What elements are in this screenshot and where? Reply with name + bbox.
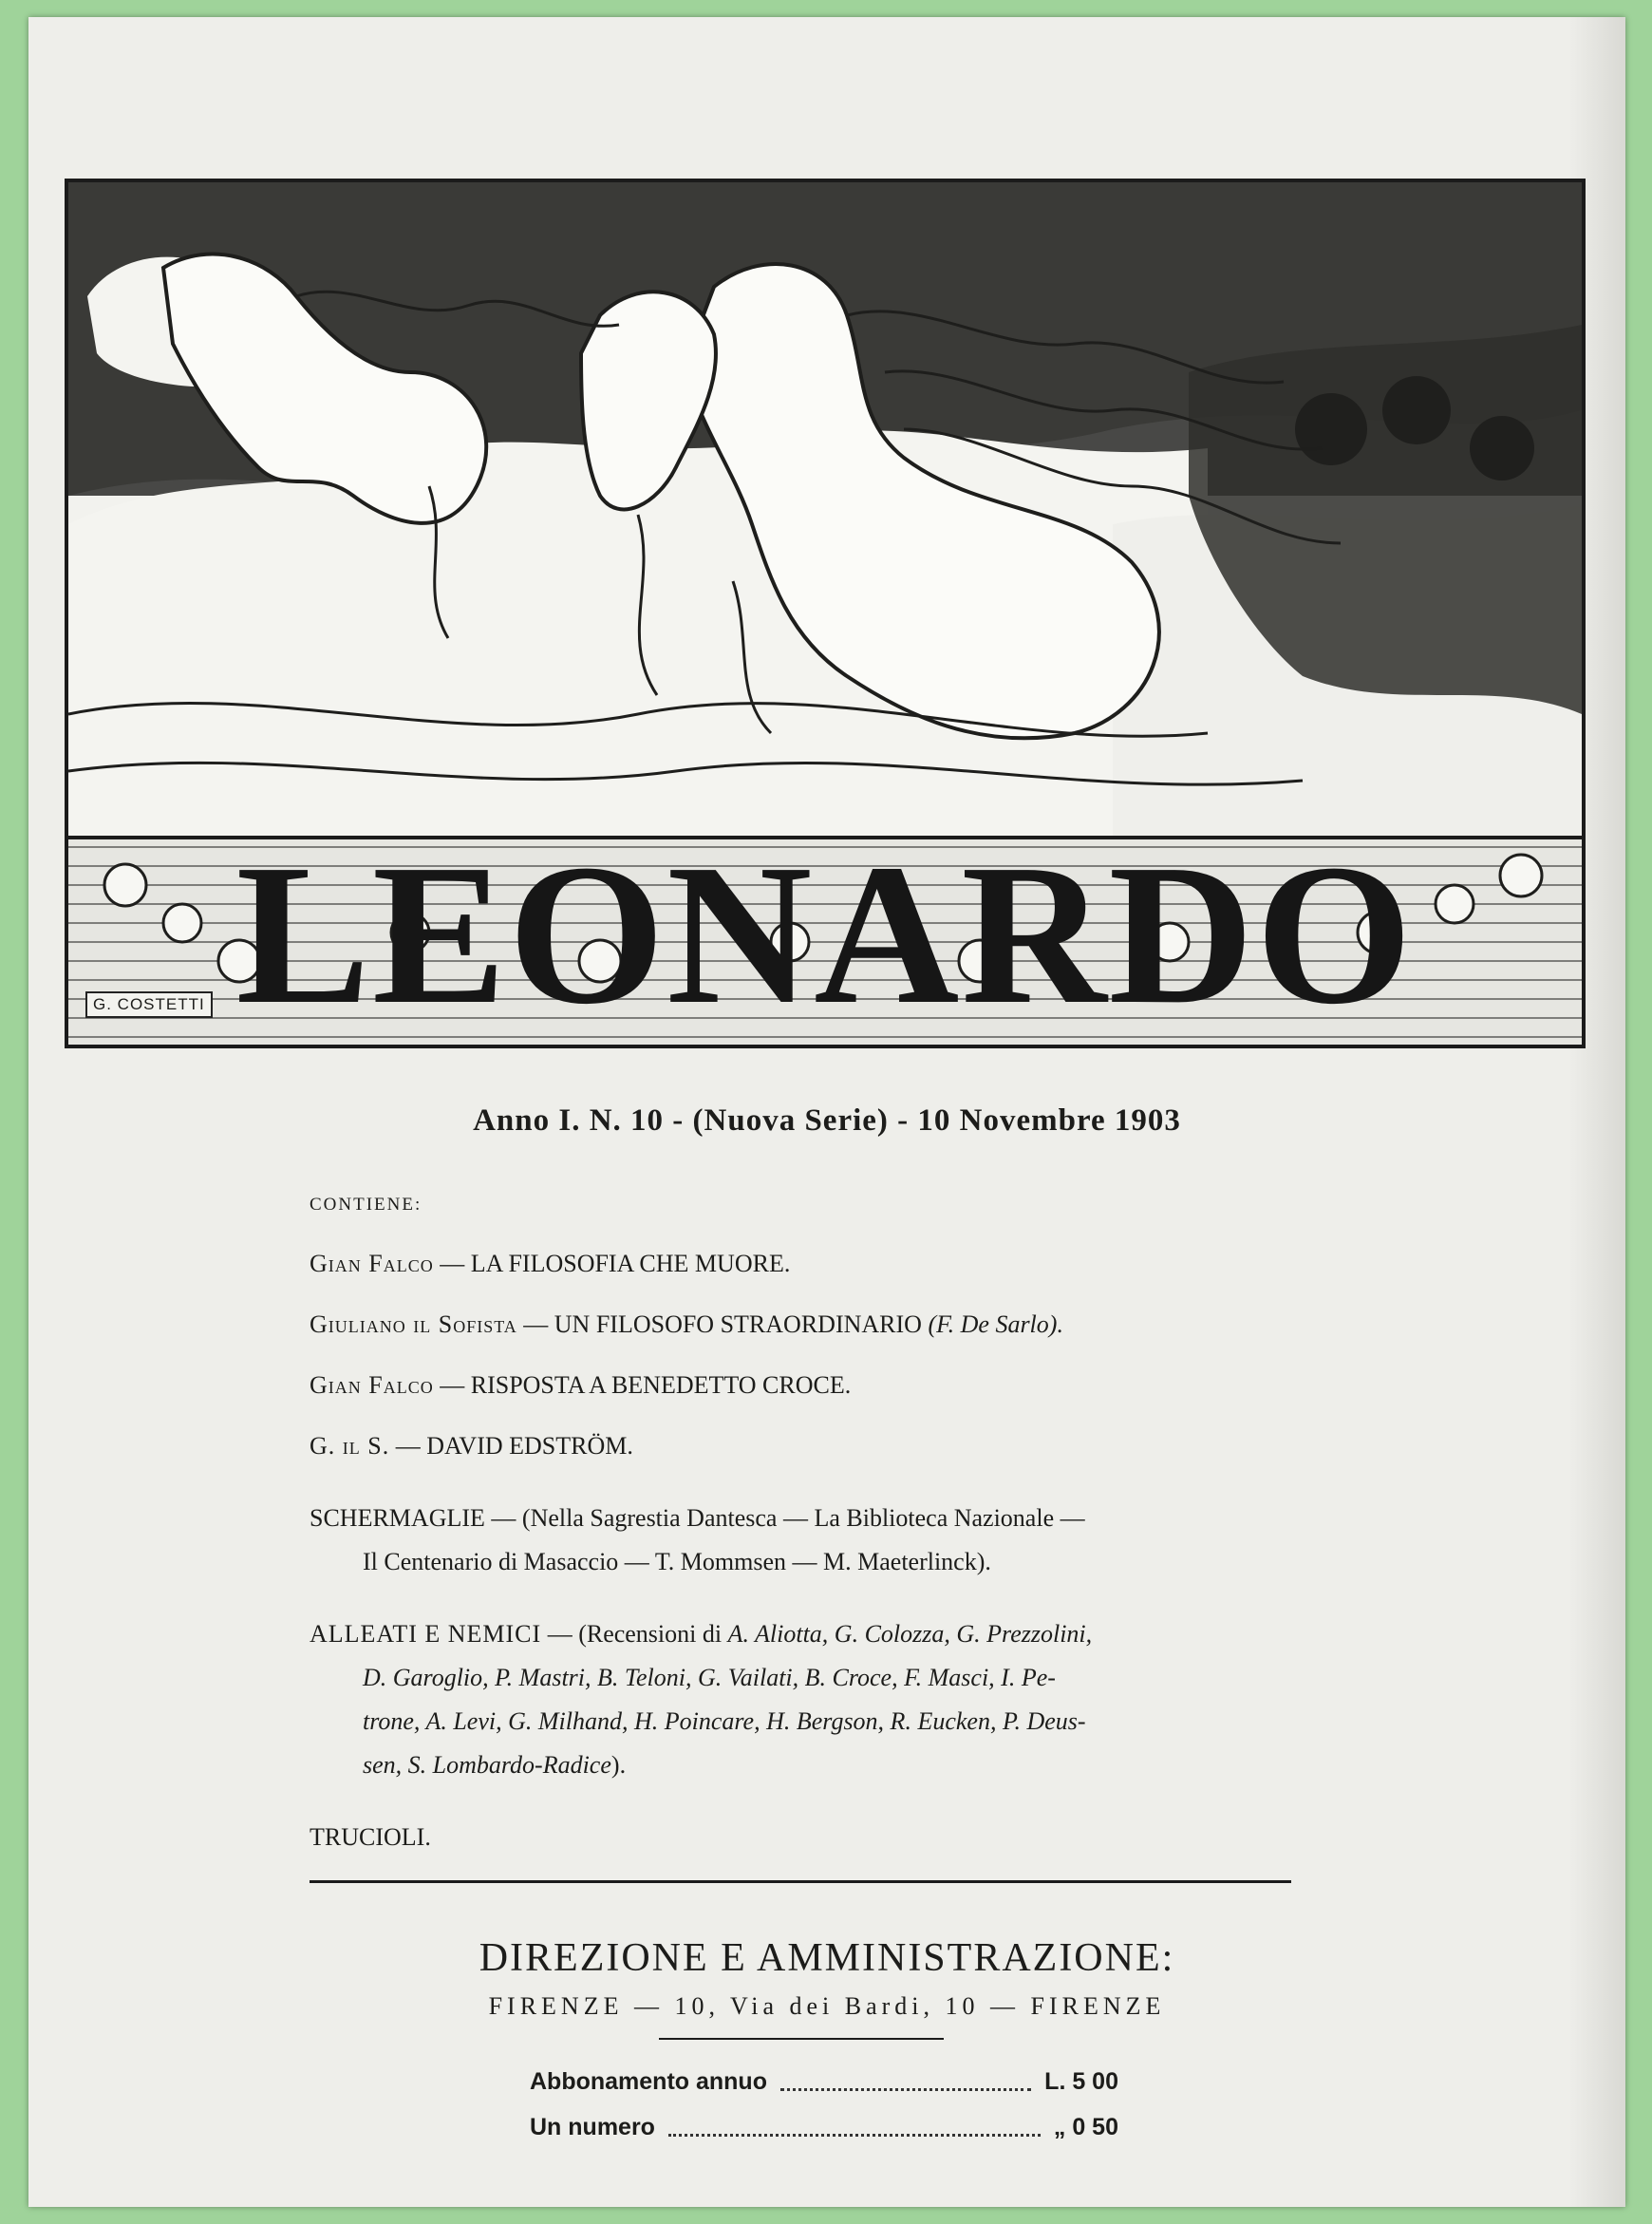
entry-author: Gian Falco [310,1250,434,1277]
entry-title: UN FILOSOFO STRAORDINARIO [554,1310,922,1338]
price-label: Un numero [530,2114,655,2140]
entry-note: (F. De Sarlo). [928,1310,1063,1338]
section-names: sen, S. Lombardo-Radice [363,1751,611,1779]
magazine-cover [28,17,1625,2207]
schermaglie-section: SCHERMAGLIE — (Nella Sagrestia Dantesca — La Biblioteca Nazionale — Il Centenario di Masaccio — T. Mommsen — M. Maeterlinck). [310,1497,1354,1584]
section-intro: (Recensioni di [578,1620,728,1648]
trucioli-section: TRUCIOLI. [310,1823,431,1851]
price-label: Abbonamento annuo [530,2068,767,2095]
divider-rule [310,1880,1291,1883]
section-head: ALLEATI E NEMICI [310,1620,542,1648]
contents-section [310,1195,1354,1859]
contents-entry: Gian Falco — RISPOSTA A BENEDETTO CROCE. [310,1371,852,1399]
entry-author: Giuliano il Sofista [310,1310,517,1338]
contents-entry: G. il S. — DAVID EDSTRÖM. [310,1432,633,1460]
short-divider [659,2038,944,2040]
entry-author: G. il S. [310,1432,390,1460]
contents-entry: Giuliano il Sofista — UN FILOSOFO STRAORDINARIO (F. De Sarlo). [310,1310,1063,1338]
price-row [530,2104,1118,2150]
section-line [310,1743,1354,1787]
section-line: trone, A. Levi, G. Milhand, H. Poincare, H. Bergson, R. Eucken, P. Deus- [363,1707,1086,1735]
section-head: SCHERMAGLIE [310,1504,485,1532]
price-value: L. 5 00 [1044,2068,1118,2095]
entry-title: DAVID EDSTRÖM. [426,1432,633,1460]
price-row [530,2059,1118,2104]
alleati-section: ALLEATI E NEMICI — (Recensioni di A. Aliotta, G. Colozza, G. Prezzolini, D. Garoglio, P. Mastri, B. Teloni, G. Vailati, B. Croce, F. Masci, I. Pe- trone, A. Levi, G. Milhand, H. Poincare, H. Bergson, R. Eucken, P. Deus- sen, S. Lombardo-Radice). [310,1612,1354,1787]
section-names: A. Aliotta, G. Colozza, G. Prezzolini, [727,1620,1093,1648]
issue-line: Anno I. N. 10 - (Nuova Serie) - 10 Novembre 1903 [473,1103,1181,1138]
direction-heading: DIREZIONE E AMMINISTRAZIONE: [479,1936,1175,1980]
section-line: D. Garoglio, P. Mastri, B. Teloni, G. Vailati, B. Croce, F. Masci, I. Pe- [363,1664,1056,1691]
section-line: Il Centenario di Masaccio — T. Mommsen — M. Maeterlinck). [363,1548,991,1575]
contents-entry: Gian Falco — LA FILOSOFIA CHE MUORE. [310,1250,791,1277]
entry-title: LA FILOSOFIA CHE MUORE. [470,1250,791,1277]
address-line: FIRENZE — 10, Via dei Bardi, 10 — FIRENZE [488,1992,1166,2020]
section-close: ). [610,1751,627,1779]
entry-title: RISPOSTA A BENEDETTO CROCE. [470,1371,852,1399]
dot-leader [780,2059,1031,2091]
price-list [530,2059,1118,2150]
entry-author: Gian Falco [310,1371,434,1399]
magazine-title: LEONARDO [235,822,1415,1046]
illustrator-signature: G. COSTETTI [85,991,213,1018]
masthead-illustration [65,179,1586,1048]
contents-label: CONTIENE: [310,1195,422,1215]
price-value: „ 0 50 [1053,2114,1118,2140]
section-line: (Nella Sagrestia Dantesca — La Biblioteca Nazionale — [521,1504,1085,1532]
dot-leader [668,2104,1041,2137]
